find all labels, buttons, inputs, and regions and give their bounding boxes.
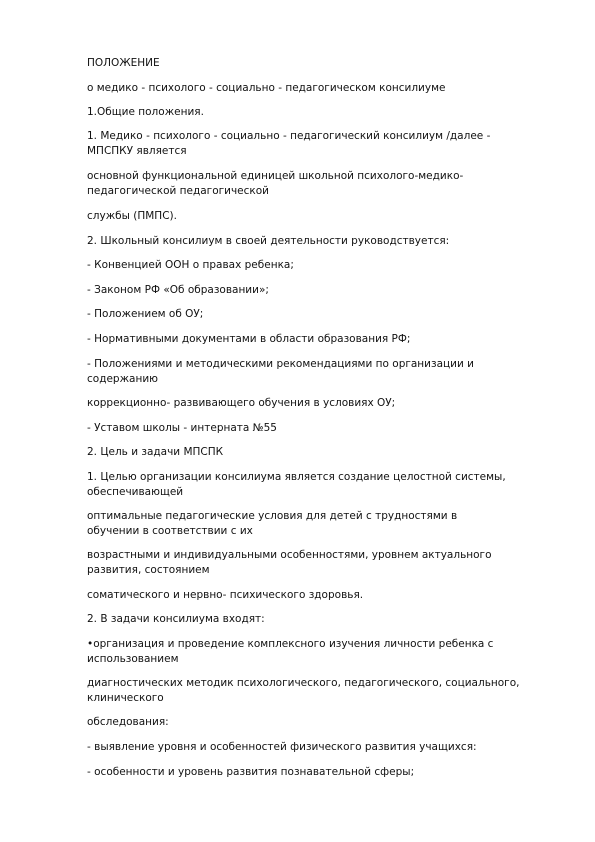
paragraph-line: 1. Целью организации консилиума является создание целостной системы,	[87, 471, 506, 483]
paragraph-line: обследования:	[87, 716, 169, 728]
paragraph-line: основной функциональной единицей школьной психолого-медико-	[87, 170, 464, 182]
list-item: - Конвенцией ООН о правах ребенка;	[87, 259, 294, 271]
paragraph-line: оптимальные педагогические условия для детей с трудностями в	[87, 510, 458, 522]
paragraph-line: 2. Школьный консилиум в своей деятельности руководствуется:	[87, 235, 450, 247]
list-item: - особенности и уровень развития познавательной сферы;	[87, 766, 415, 778]
paragraph-line: развития, состоянием	[87, 564, 210, 576]
document-subtitle: о медико - психолого - социально - педагогическом консилиуме	[87, 82, 446, 94]
paragraph-line: диагностических методик психологического, педагогического, социального,	[87, 677, 520, 689]
paragraph-line: использованием	[87, 653, 179, 665]
paragraph-line: МПСПКУ является	[87, 145, 187, 157]
document-title: ПОЛОЖЕНИЕ	[87, 57, 160, 69]
paragraph-line: 1. Медико - психолого - социально - педагогический консилиум /далее -	[87, 130, 491, 142]
paragraph-line: коррекционно- развивающего обучения в условиях ОУ;	[87, 397, 396, 409]
paragraph-line: возрастными и индивидуальными особенностями, уровнем актуального	[87, 549, 492, 561]
list-item: содержанию	[87, 373, 159, 385]
paragraph-line: 2. В задачи консилиума входят:	[87, 613, 265, 625]
list-item: - Нормативными документами в области образования РФ;	[87, 333, 411, 345]
list-item: - Положениями и методическими рекомендациями по организации и	[87, 358, 474, 370]
paragraph-line: соматического и нервно- психического здоровья.	[87, 589, 364, 601]
section-heading-general: 1.Общие положения.	[87, 106, 204, 118]
paragraph-line: клинического	[87, 692, 164, 704]
paragraph-line: •организация и проведение комплексного изучения личности ребенка с	[87, 638, 494, 650]
list-item: - Законом РФ «Об образовании»;	[87, 284, 269, 296]
paragraph-line: обеспечивающей	[87, 486, 184, 498]
paragraph-line: службы (ПМПС).	[87, 210, 177, 222]
paragraph-line: обучении в соответствии с их	[87, 525, 253, 537]
list-item: - выявление уровня и особенностей физического развития учащихся:	[87, 741, 477, 753]
paragraph-line: педагогической педагогической	[87, 185, 269, 197]
list-item: - Уставом школы - интерната №55	[87, 422, 277, 434]
list-item: - Положением об ОУ;	[87, 308, 204, 320]
section-heading-goals: 2. Цель и задачи МПСПК	[87, 446, 224, 458]
